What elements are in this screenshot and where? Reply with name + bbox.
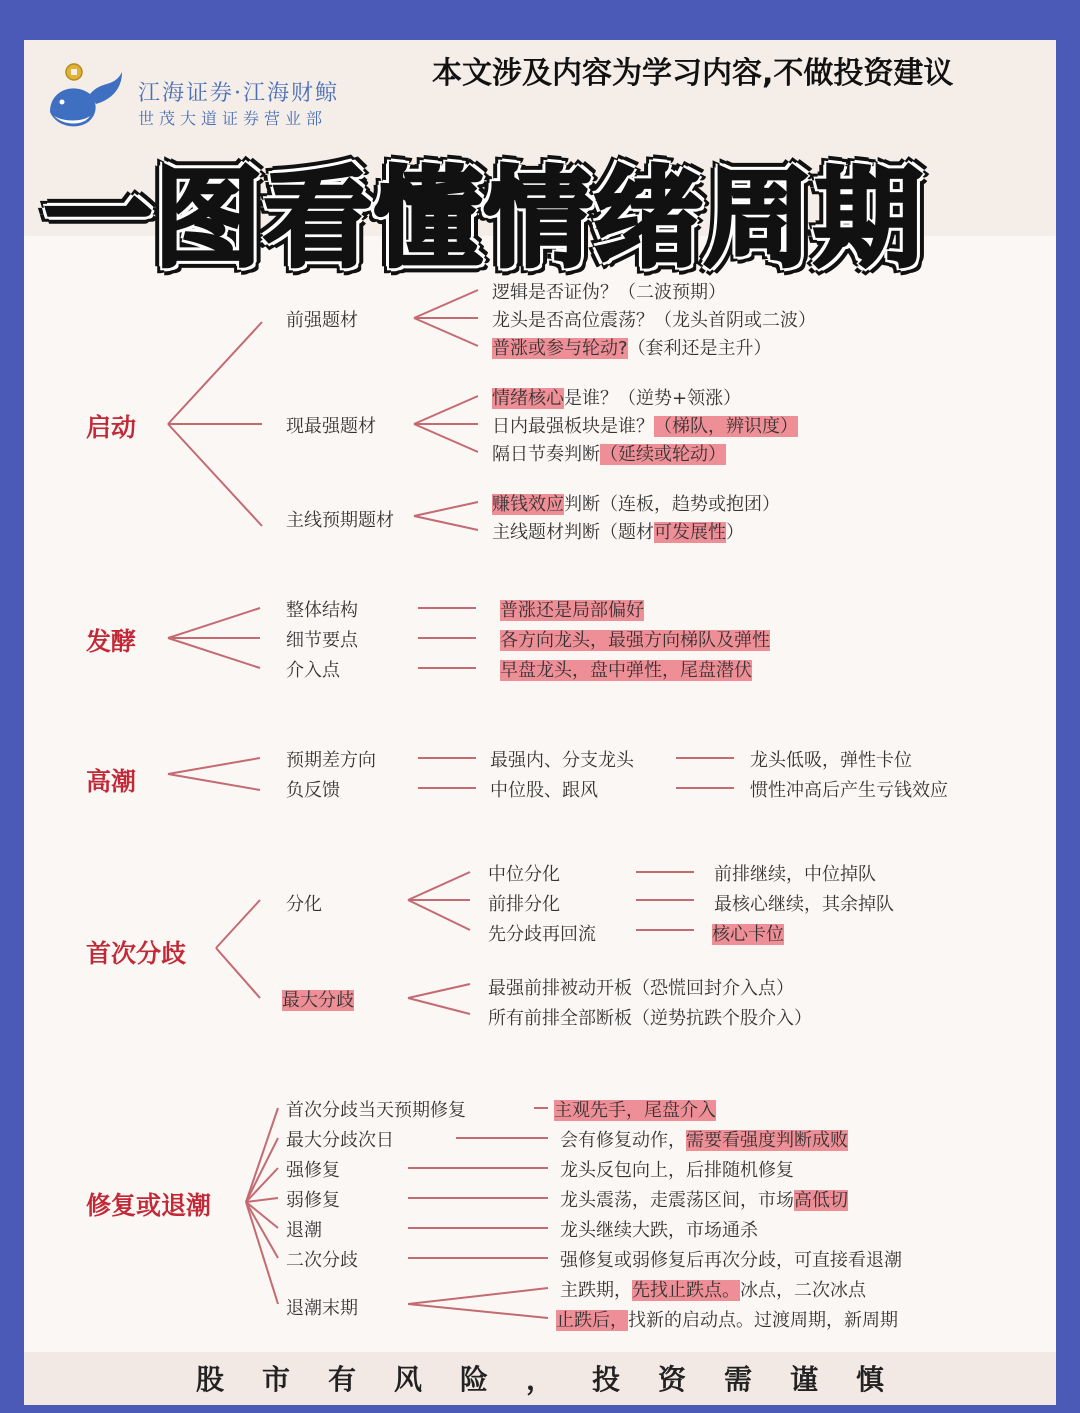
topic-item: 龙头是否高位震荡？（龙头首阴或二波）	[492, 310, 816, 331]
row-end: 惯性冲高后产生亏钱效应	[750, 780, 948, 801]
brand-branch: 世茂大道证券营业部	[138, 109, 328, 128]
brand-name: 江海证券·江海财鲸	[138, 81, 339, 106]
row-value: 普涨还是局部偏好	[500, 600, 644, 621]
row-a: 中位分化	[488, 864, 560, 885]
topic-item: 赚钱效应判断（连板，趋势或抱团）	[492, 494, 780, 515]
row-value: 龙头反包向上，后排随机修复	[560, 1160, 794, 1181]
topic-item: 情绪核心是谁？（逆势+领涨）	[492, 388, 742, 409]
row-item: 所有前排全部断板（逆势抗跌个股介入）	[488, 1008, 812, 1029]
stage-gaochao: 高潮	[86, 767, 137, 796]
topic-item: 逻辑是否证伪？（二波预期）	[492, 282, 726, 303]
row-label: 最大分歧次日	[286, 1130, 394, 1151]
disclaimer: 本文涉及内容为学习内容,不做投资建议	[432, 56, 954, 91]
row-label: 负反馈	[286, 780, 340, 801]
row-value: 止跌后，找新的启动点。过渡周期，新周期	[556, 1310, 898, 1331]
row-value: 早盘龙头，盘中弹性，尾盘潜伏	[500, 660, 752, 681]
row-value: 会有修复动作，需要看强度判断成败	[560, 1130, 848, 1151]
stage-xiufu: 修复或退潮	[86, 1191, 212, 1220]
row-label: 首次分歧当天预期修复	[286, 1100, 466, 1121]
row-mid: 最强内、分支龙头	[490, 750, 634, 771]
row-value: 主观先手，尾盘介入	[554, 1100, 716, 1121]
highlight: （梯队，辨识度）	[654, 416, 798, 437]
row-label: 预期差方向	[286, 750, 376, 771]
row-label: 二次分歧	[286, 1250, 358, 1271]
highlight: 情绪核心	[492, 388, 564, 409]
stage-qidong: 启动	[86, 413, 137, 442]
row-b: 核心卡位	[712, 924, 784, 945]
row-a: 先分歧再回流	[488, 924, 596, 945]
risk-warning: 股 市 有 风 险 ， 投 资 需 谨 慎	[195, 1363, 884, 1396]
row-value: 各方向龙头，最强方向梯队及弹性	[500, 630, 770, 651]
topic-label: 现最强题材	[286, 416, 376, 437]
topic-label: 前强题材	[286, 310, 358, 331]
row-value: 龙头继续大跌，市场通杀	[560, 1220, 758, 1241]
row-value: 龙头震荡，走震荡区间，市场高低切	[560, 1190, 848, 1211]
stage-fenqi: 首次分歧	[86, 939, 187, 968]
topic-item: 主线题材判断（题材可发展性）	[492, 522, 744, 543]
row-b: 最核心继续，其余掉队	[714, 894, 894, 915]
row-end: 龙头低吸，弹性卡位	[750, 750, 912, 771]
stage-fajiao: 发酵	[86, 627, 137, 656]
highlight: （延续或轮动）	[600, 444, 726, 465]
topic-label: 主线预期题材	[286, 510, 394, 531]
highlight: 普涨或参与轮动?	[492, 338, 628, 359]
row-label: 整体结构	[286, 600, 358, 621]
branch-fenhua: 分化	[286, 894, 322, 915]
highlight: 可发展性	[654, 522, 726, 543]
row-item: 最强前排被动开板（恐慌回封介入点）	[488, 978, 794, 999]
row-label: 弱修复	[286, 1190, 340, 1211]
row-label: 强修复	[286, 1160, 340, 1181]
row-value: 强修复或弱修复后再次分歧，可直接看退潮	[560, 1250, 902, 1271]
row-a: 前排分化	[488, 894, 560, 915]
row-label: 介入点	[286, 660, 340, 681]
topic-item: 日内最强板块是谁？（梯队，辨识度）	[492, 416, 798, 437]
row-b: 前排继续，中位掉队	[714, 864, 876, 885]
topic-item: 隔日节奏判断（延续或轮动）	[492, 444, 726, 465]
row-label: 退潮	[286, 1220, 322, 1241]
branch-maxfenqi: 最大分歧	[282, 990, 354, 1011]
row-label: 细节要点	[286, 630, 358, 651]
page-title: 一图看懂情绪周期	[44, 157, 925, 282]
row-mid: 中位股、跟风	[490, 780, 598, 801]
topic-item: 普涨或参与轮动?（套利还是主升）	[492, 338, 772, 359]
row-value: 主跌期，先找止跌点。冰点，二次冰点	[560, 1280, 866, 1301]
row-label: 退潮末期	[286, 1298, 358, 1319]
highlight: 赚钱效应	[492, 494, 564, 515]
